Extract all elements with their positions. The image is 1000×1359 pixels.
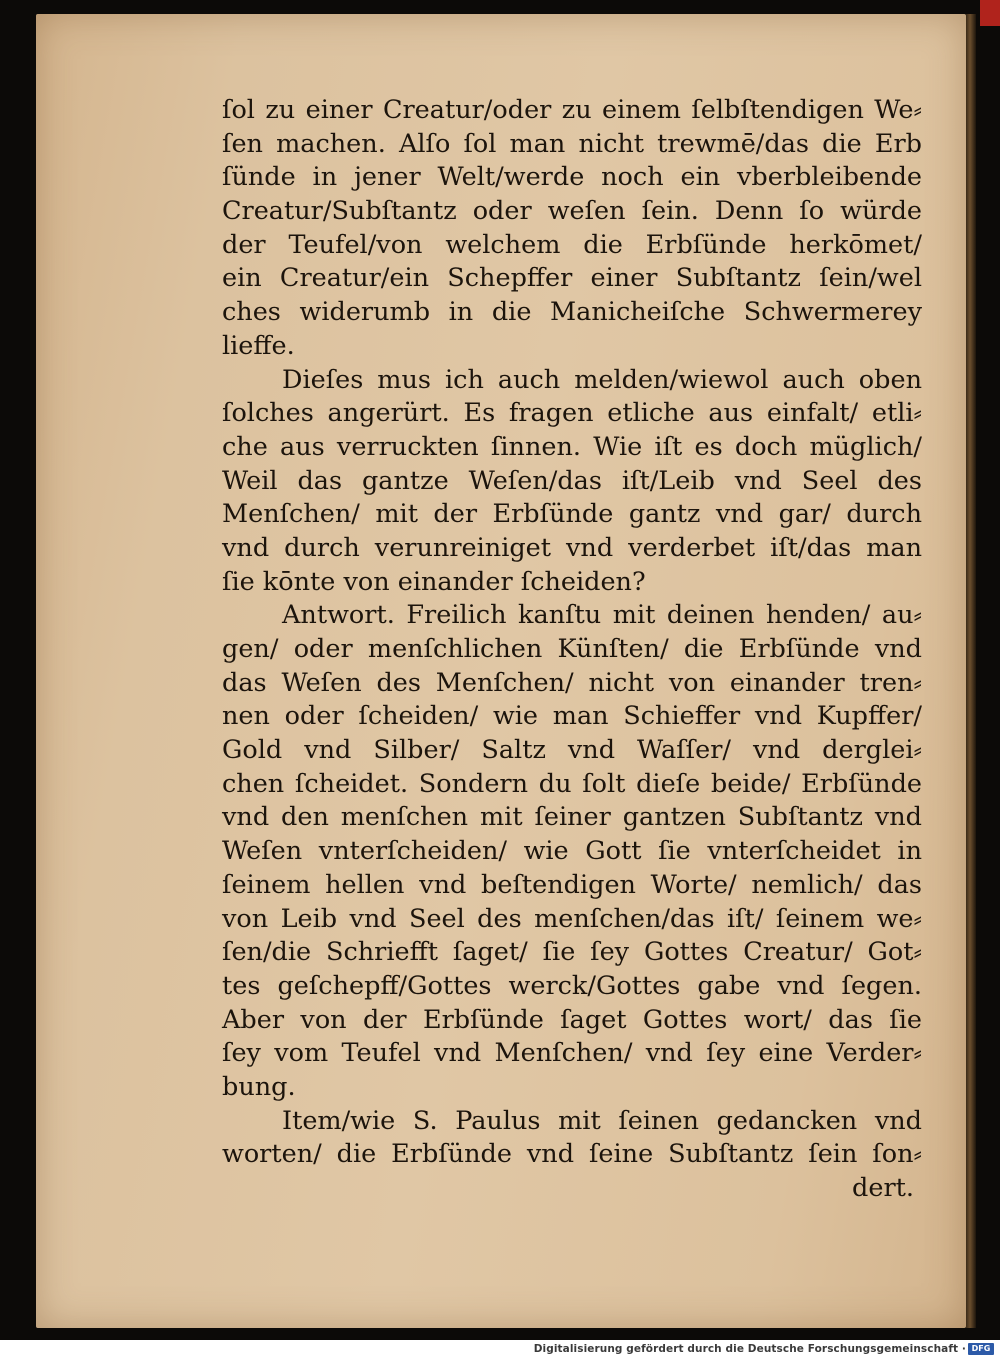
text-line: ein Creatur/ein Schepffer einer Subſtantz ſein/wel bbox=[222, 263, 922, 294]
text-line: ſol zu einer Creatur/oder zu einem ſelbſtendigen We⸗ bbox=[222, 95, 922, 125]
page-text bbox=[222, 94, 922, 1206]
dfg-logo: DFG bbox=[968, 1343, 994, 1355]
text-line: ſolches angerürt. Es fragen etliche aus einfalt/ etli⸗ bbox=[222, 398, 922, 429]
text-line: ches widerumb in die Manicheiſche Schwermerey bbox=[222, 297, 922, 328]
text-line: tes geſchepff/Gottes werck/Gottes gabe vnd ſegen. bbox=[222, 970, 922, 1001]
text-line: ſie kōnte von einander ſcheiden? bbox=[222, 566, 646, 597]
text-line: Aber von der Erbſünde ſaget Gottes wort/ das ſie bbox=[222, 1004, 922, 1035]
page-edge bbox=[966, 14, 976, 1328]
text-line: der Teufel/von welchem die Erbſünde herkōmet/ bbox=[222, 229, 922, 260]
text-line: Gold vnd Silber/ Saltz vnd Waſſer/ vnd derglei⸗ bbox=[222, 735, 922, 766]
paragraph-start-line: Dieſes mus ich auch melden/wiewol auch oben bbox=[282, 364, 922, 395]
text-line: gen/ oder menſchlichen Künſten/ die Erbſünde vnd bbox=[222, 634, 922, 664]
text-line: Creatur/Subſtantz oder weſen ſein. Denn ſo würde bbox=[222, 196, 922, 227]
red-book-tab bbox=[980, 0, 1000, 26]
text-line: ſen machen. Alſo ſol man nicht trewmē/das die Erb bbox=[222, 128, 922, 159]
paragraph-start-line: Antwort. Freilich kanſtu mit deinen henden/ au⸗ bbox=[282, 600, 922, 631]
text-line: das Weſen des Menſchen/ nicht von einander tren⸗ bbox=[222, 667, 922, 698]
text-line: Weil das gantze Weſen/das iſt/Leib vnd Seel des bbox=[222, 465, 922, 496]
text-line: chen ſcheidet. Sondern du ſolt dieſe beide/ Erbſünde bbox=[222, 768, 922, 799]
text-line: worten/ die Erbſünde vnd ſeine Subſtantz ſein ſon⸗ bbox=[222, 1139, 922, 1170]
funding-credit: Digitalisierung gefördert durch die Deutsche Forschungsgemeinschaft · bbox=[533, 1343, 966, 1355]
footer-bar bbox=[0, 1340, 1000, 1359]
text-line: nen oder ſcheiden/ wie man Schieffer vnd Kupffer/ bbox=[222, 701, 922, 732]
text-line: ſünde in jener Welt/werde noch ein vberbleibende bbox=[222, 162, 922, 193]
text-line: Menſchen/ mit der Erbſünde gantz vnd gar/ durch bbox=[222, 499, 922, 530]
text-line: che aus verruckten ſinnen. Wie iſt es doch müglich/ bbox=[222, 431, 922, 462]
catchword: dert. bbox=[852, 1173, 914, 1203]
text-line: ſey vom Teufel vnd Menſchen/ vnd ſey eine Verder⸗ bbox=[222, 1038, 922, 1069]
text-line: vnd den menſchen mit ſeiner gantzen Subſtantz vnd bbox=[222, 802, 922, 833]
text-line: lieffe. bbox=[222, 330, 295, 361]
text-line: ſeinem hellen vnd beſtendigen Worte/ nemlich/ das bbox=[222, 869, 922, 900]
text-line: Weſen vnterſcheiden/ wie Gott ſie vnterſcheidet in bbox=[222, 836, 922, 867]
text-line: vnd durch verunreiniget vnd verderbet iſt/das man bbox=[222, 532, 922, 563]
text-line: ſen/die Schriefft ſaget/ ſie ſey Gottes Creatur/ Got⸗ bbox=[222, 937, 922, 968]
text-line: von Leib vnd Seel des menſchen/das iſt/ ſeinem we⸗ bbox=[222, 903, 922, 934]
paragraph-start-line: Item/wie S. Paulus mit ſeinen gedancken vnd bbox=[282, 1105, 922, 1136]
text-line: bung. bbox=[222, 1071, 296, 1102]
